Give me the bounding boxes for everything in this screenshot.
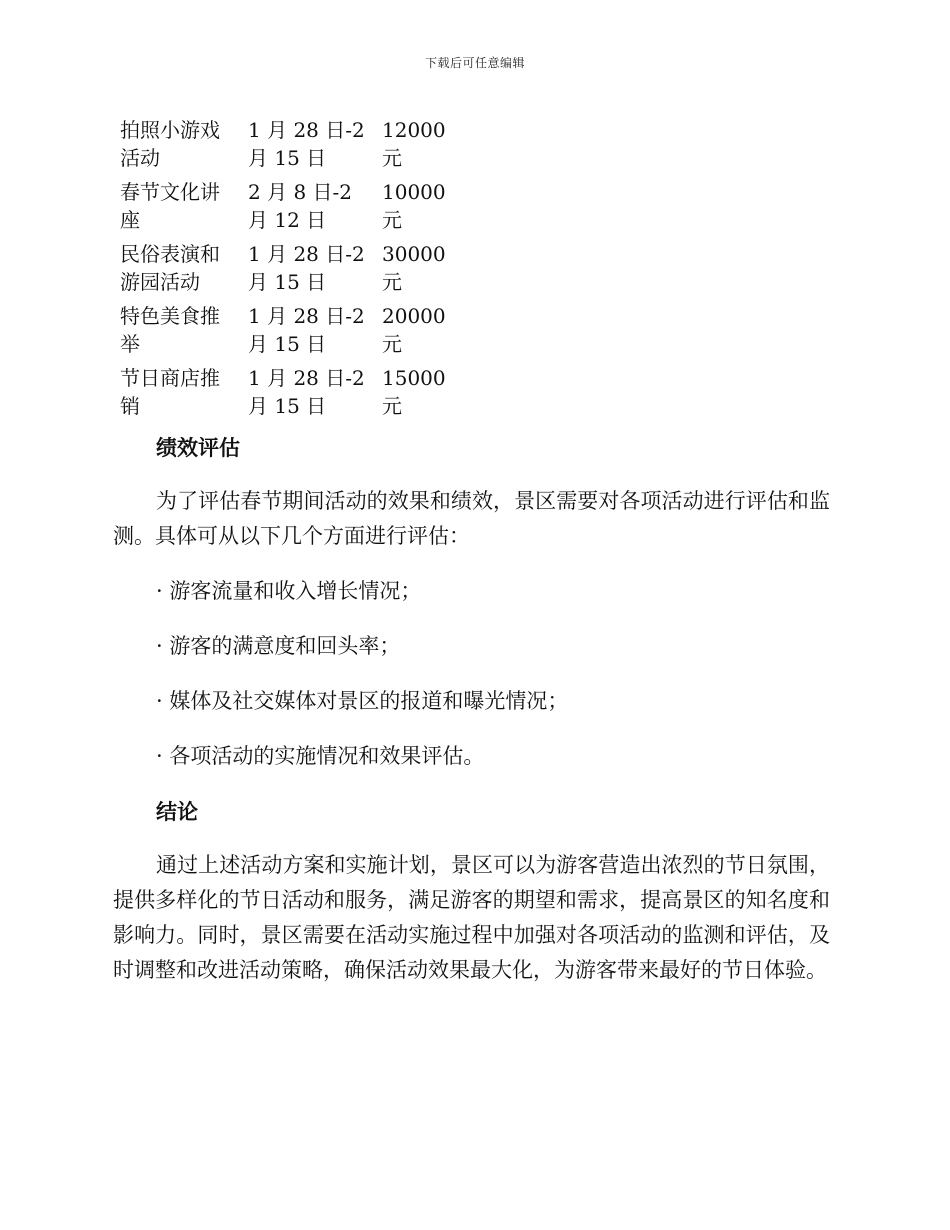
evaluation-bullet: · 各项活动的实施情况和效果评估。 <box>156 744 485 768</box>
activity-name-cell: 特色美食推 举 <box>120 304 220 356</box>
evaluation-intro-paragraph: 为了评估春节期间活动的效果和绩效，景区需要对各项活动进行评估和监测。具体可从以下几个方面进行评估： <box>113 489 830 548</box>
activity-date-cell: 2 月 8 日-2 月 12 日 <box>248 180 353 232</box>
conclusion-paragraph: 通过上述活动方案和实施计划，景区可以为游客营造出浓烈的节日氛围，提供多样化的节日活动和服务，满足游客的期望和需求，提高景区的知名度和影响力。同时，景区需要在活动实施过程中加强对各项活动的监测和评估，及时调整和改进活动策略，确保活动效果最大化，为游客带来最好的节日体验。 <box>113 853 830 982</box>
activity-date-cell: 1 月 28 日-2 月 15 日 <box>248 118 365 170</box>
activity-cost-cell: 12000 元 <box>382 118 446 170</box>
activity-name-cell: 节日商店推 销 <box>120 366 220 418</box>
activity-schedule-table <box>120 116 446 426</box>
activity-cost-cell: 10000 元 <box>382 180 446 232</box>
evaluation-bullet: · 游客的满意度和回头率； <box>156 634 401 658</box>
table-row <box>120 302 446 364</box>
activity-date-cell: 1 月 28 日-2 月 15 日 <box>248 304 365 356</box>
activity-cost-cell: 15000 元 <box>382 366 446 418</box>
activity-cost-cell: 30000 元 <box>382 242 446 294</box>
document-body <box>113 430 830 1008</box>
page-header: 下载后可任意编辑 <box>424 56 525 70</box>
evaluation-bullet: · 媒体及社交媒体对景区的报道和曝光情况； <box>156 689 569 713</box>
activity-date-cell: 1 月 28 日-2 月 15 日 <box>248 242 365 294</box>
activity-date-cell: 1 月 28 日-2 月 15 日 <box>248 366 365 418</box>
table-row <box>120 116 446 178</box>
evaluation-bullet: · 游客流量和收入增长情况； <box>156 579 422 603</box>
activity-cost-cell: 20000 元 <box>382 304 446 356</box>
section-heading-evaluation: 绩效评估 <box>156 435 240 460</box>
section-heading-conclusion: 结论 <box>156 799 198 824</box>
activity-name-cell: 春节文化讲 座 <box>120 180 220 232</box>
table-row <box>120 240 446 302</box>
table-row <box>120 364 446 426</box>
activity-name-cell: 拍照小游戏 活动 <box>120 118 220 170</box>
table-row <box>120 178 446 240</box>
activity-name-cell: 民俗表演和 游园活动 <box>120 242 220 294</box>
